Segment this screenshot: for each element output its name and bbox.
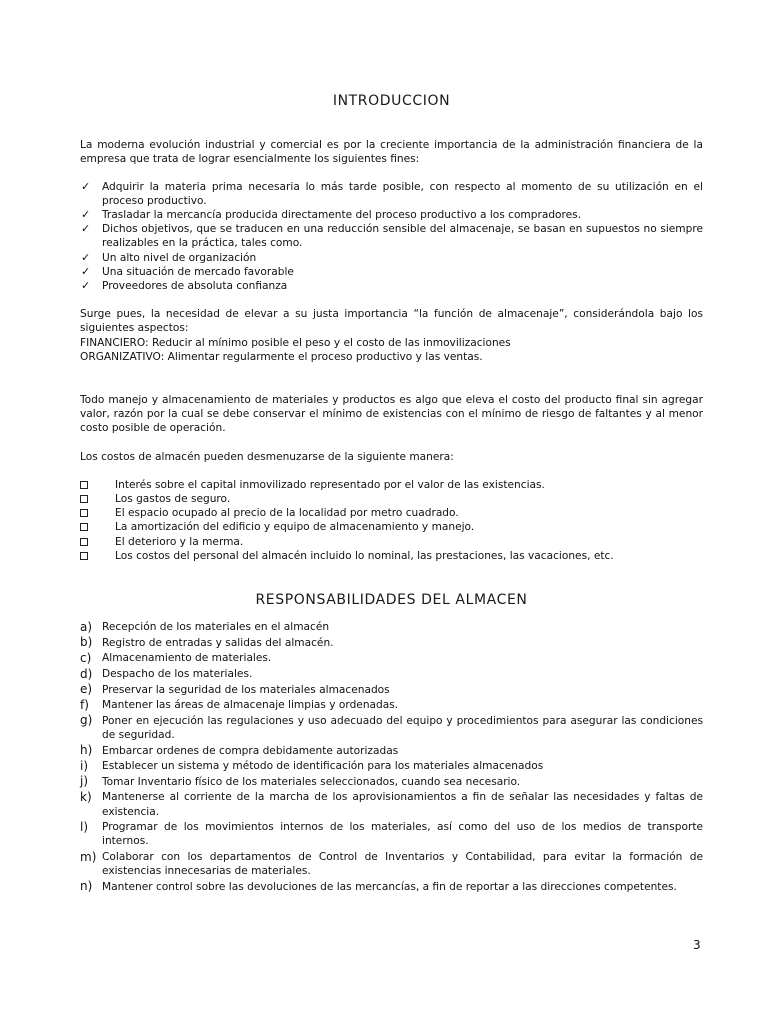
financiero-line: FINANCIERO: Reducir al mínimo posible el peso y el costo de las inmovilizaciones xyxy=(80,336,511,349)
list-item: b) Registro de entradas y salidas del almacén. xyxy=(80,635,334,650)
page-number: 3 xyxy=(693,938,701,952)
list-item: Los gastos de seguro. xyxy=(80,492,703,506)
list-item: Interés sobre el capital inmovilizado representado por el valor de las existencias. xyxy=(80,478,703,492)
checkmark-icon: ✓ xyxy=(81,179,91,193)
intro-paragraph: La moderna evolución industrial y comercial es por la creciente importancia de la administración financiera de la empresa que trata de lograr esencialmente los siguientes fines: xyxy=(80,139,703,166)
check-list xyxy=(80,180,703,294)
heading-introduccion: INTRODUCCION xyxy=(332,93,451,109)
list-item: ✓ Trasladar la mercancía producida directamente del proceso productivo a los compradores. xyxy=(81,208,582,222)
list-item: El deterioro y la merma. xyxy=(80,535,703,549)
responsibilities-list xyxy=(80,620,703,894)
list-item: ✓ Proveedores de absoluta confianza xyxy=(81,279,288,293)
list-item: f) Mantener las áreas de almacenaje limpias y ordenadas. xyxy=(80,697,399,712)
list-item: m) Colaborar con los departamentos de Control de Inventarios y Contabilidad, para evitar la formación de existencias innecesarias de materiales. xyxy=(80,849,703,878)
list-item: El espacio ocupado al precio de la localidad por metro cuadrado. xyxy=(80,506,703,520)
box-list xyxy=(80,478,703,563)
checkmark-icon: ✓ xyxy=(81,250,91,264)
list-item: e) Preservar la seguridad de los materiales almacenados xyxy=(80,682,390,697)
checkmark-icon: ✓ xyxy=(81,208,91,222)
checkbox-bullet-icon xyxy=(80,538,88,546)
list-item: n) Mantener control sobre las devoluciones de las mercancías, a fin de reportar a las direcciones competentes. xyxy=(80,879,677,894)
list-item: h) Embarcar ordenes de compra debidamente autorizadas xyxy=(80,743,399,758)
checkmark-icon: ✓ xyxy=(81,222,91,236)
almacenaje-paragraph xyxy=(80,307,703,364)
organizativo-line: ORGANIZATIVO: Alimentar regularmente el proceso productivo y las ventas. xyxy=(80,350,483,363)
costo-paragraph: Todo manejo y almacenamiento de materiales y productos es algo que eleva el costo del producto final sin agregar valor, razón por la cual se debe conservar el mínimo de existencias con el mínimo de riesgo de faltantes y al menor costo posible de operación. xyxy=(80,394,703,435)
costos-intro-paragraph: Los costos de almacén pueden desmenuzarse de la siguiente manera: xyxy=(80,450,454,463)
checkbox-bullet-icon xyxy=(80,552,88,560)
list-item: k) Mantenerse al corriente de la marcha de los aprovisionamientos a fin de señalar las necesidades y faltas de existencia. xyxy=(80,789,703,818)
checkmark-icon: ✓ xyxy=(81,279,91,293)
checkbox-bullet-icon xyxy=(80,495,88,503)
list-item: c) Almacenamiento de materiales. xyxy=(80,650,272,665)
list-item: ✓ Un alto nivel de organización xyxy=(81,250,257,264)
heading-responsabilidades: RESPONSABILIDADES DEL ALMACEN xyxy=(255,592,528,609)
list-item: La amortización del edificio y equipo de almacenamiento y manejo. xyxy=(80,520,703,534)
checkmark-icon: ✓ xyxy=(81,264,91,278)
list-item: ✓ Una situación de mercado favorable xyxy=(81,264,294,278)
list-item: l) Programar de los movimientos internos de los materiales, así como del uso de los medios de transporte internos. xyxy=(80,819,703,848)
paragraph-line: Surge pues, la necesidad de elevar a su justa importancia “la función de almacenaje”, considerándola bajo los siguientes aspectos: xyxy=(80,308,703,335)
list-item: a) Recepción de los materiales en el almacén xyxy=(80,619,330,634)
checkbox-bullet-icon xyxy=(80,523,88,531)
list-item: g) Poner en ejecución las regulaciones y uso adecuado del equipo y procedimientos para asegurar las condiciones de seguridad. xyxy=(80,713,703,742)
list-item: ✓ Dichos objetivos, que se traducen en una reducción sensible del almacenaje, se basan en supuestos no siempre realizables en la práctica, tales como. xyxy=(81,222,703,250)
list-item: i) Establecer un sistema y método de identificación para los materiales almacenados xyxy=(80,758,544,773)
list-item: Los costos del personal del almacén incluido lo nominal, las prestaciones, las vacaciones, etc. xyxy=(80,549,703,563)
document-page xyxy=(80,0,703,895)
checkbox-bullet-icon xyxy=(80,509,88,517)
list-item: ✓ Adquirir la materia prima necesaria lo más tarde posible, con respecto al momento de su utilización en el proceso productivo. xyxy=(81,179,703,207)
list-item: j) Tomar Inventario físico de los materiales seleccionados, cuando sea necesario. xyxy=(80,774,521,789)
list-item: d) Despacho de los materiales. xyxy=(80,666,253,681)
checkbox-bullet-icon xyxy=(80,481,88,489)
